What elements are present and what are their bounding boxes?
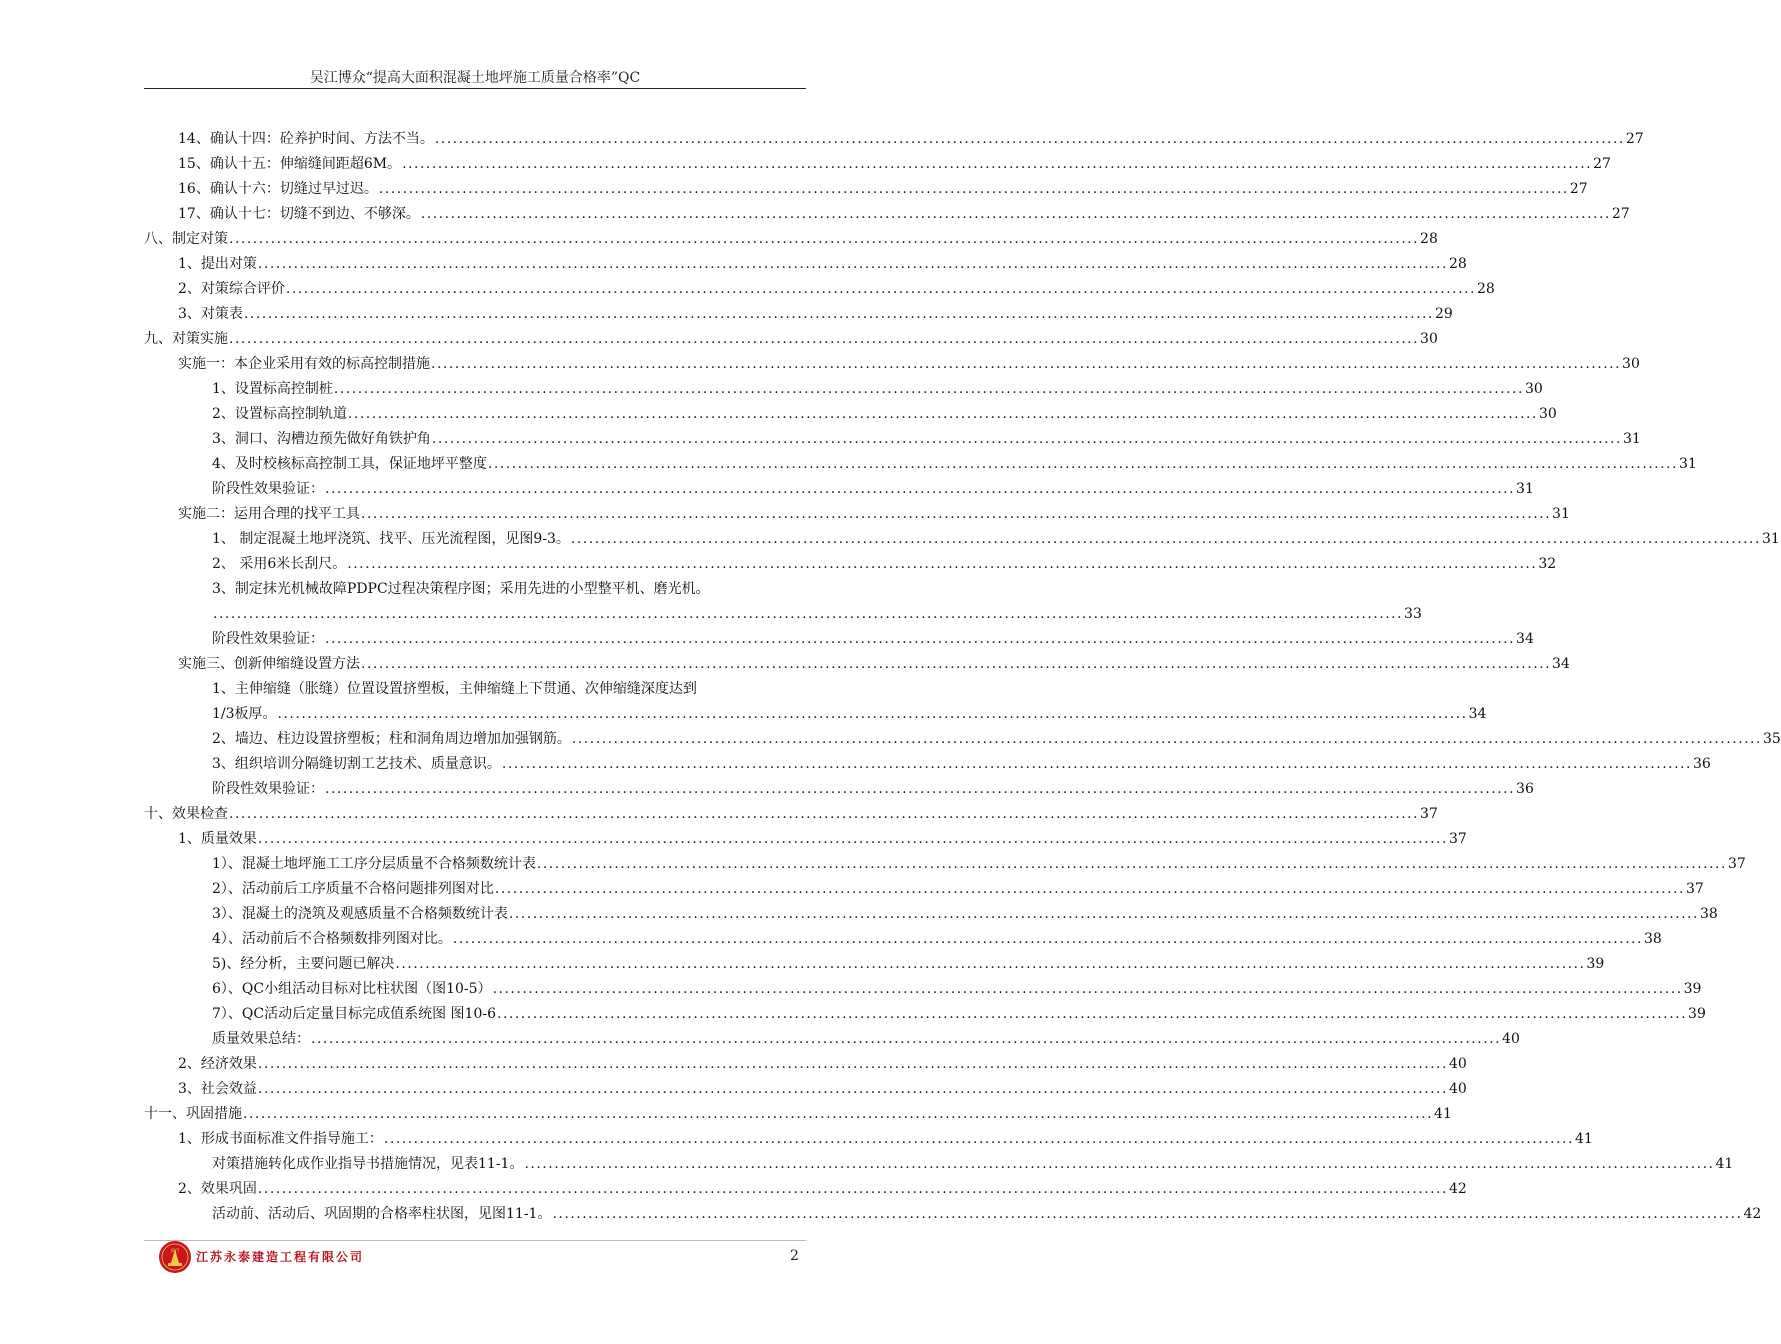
toc-leader-dots: ........................................................................................................................................................................................................ — [257, 831, 1448, 847]
toc-entry-page: 41 — [1434, 1106, 1452, 1122]
toc-entry-page: 32 — [1538, 556, 1557, 572]
toc-entry-page: 42 — [1743, 1206, 1762, 1222]
toc-entry[interactable] — [212, 627, 1534, 652]
toc-leader-dots: ........................................................................................................................................................................................................ — [325, 481, 1516, 497]
toc-entry[interactable] — [212, 902, 1718, 927]
toc-entry-page: 29 — [1434, 306, 1453, 322]
toc-entry-label: 质量效果总结： — [212, 1031, 310, 1047]
toc-entry-label: 3、对策表 — [178, 306, 243, 322]
toc-leader-dots: ........................................................................................................................................................................................................ — [311, 1031, 1502, 1047]
toc-entry-page: 30 — [1524, 381, 1543, 397]
toc-leader-dots: ........................................................................................................................................................................................................ — [492, 981, 1683, 997]
toc-entry-label: 4）、活动前后不合格频数排列图对比。 — [212, 931, 452, 947]
toc-entry[interactable] — [178, 1077, 1467, 1102]
toc-entry-label: 5)、经分析，主要问题已解决 — [212, 956, 395, 972]
toc-entry-page: 36 — [1516, 781, 1534, 797]
toc-entry-label: 14、确认十四：砼养护时间、方法不当。 — [178, 131, 434, 147]
toc-entry[interactable] — [178, 127, 1644, 152]
toc-leader-dots: ........................................................................................................................................................................................................ — [257, 1081, 1448, 1097]
toc-entry-label: 阶段性效果验证： — [212, 781, 324, 797]
toc-entry-page: 37 — [1685, 881, 1704, 897]
toc-entry-page: 37 — [1727, 856, 1746, 872]
toc-entry-label: 2、效果巩固 — [178, 1181, 257, 1197]
toc-entry[interactable] — [212, 727, 1781, 752]
toc-leader-dots: ........................................................................................................................................................................................................ — [257, 256, 1448, 272]
toc-entry-label: 2、对策综合评价 — [178, 281, 285, 297]
toc-entry[interactable] — [212, 452, 1697, 477]
toc-entry-label: 阶段性效果验证： — [212, 631, 324, 647]
toc-entry[interactable] — [212, 427, 1641, 452]
toc-entry[interactable] — [178, 277, 1495, 302]
toc-entry-label: 九、对策实施 — [144, 331, 228, 347]
toc-entry-page: 27 — [1569, 181, 1588, 197]
toc-leader-dots: ........................................................................................................................................................................................................ — [378, 181, 1569, 197]
toc-leader-dots: ........................................................................................................................................................................................................ — [487, 456, 1678, 472]
toc-entry[interactable] — [178, 827, 1467, 852]
toc-entry-page: 27 — [1593, 156, 1611, 172]
toc-entry-label: 实施二：运用合理的找平工具 — [178, 506, 360, 522]
toc-entry-label: 对策措施转化成作业指导书措施情况，见表11-1。 — [212, 1156, 524, 1172]
toc-entry-label: 6）、QC小组活动目标对比柱状图（图10-5） — [212, 981, 492, 997]
toc-leader-dots: ........................................................................................................................................................................................................ — [285, 281, 1476, 297]
toc-entry[interactable] — [178, 152, 1611, 177]
toc-entry-page: 38 — [1699, 906, 1718, 922]
toc-entry[interactable] — [212, 402, 1557, 427]
toc-entry[interactable] — [144, 327, 1438, 352]
toc-entry-label: 4、及时校核标高控制工具，保证地坪平整度 — [212, 456, 487, 472]
toc-entry-page: 30 — [1538, 406, 1557, 422]
toc-leader-dots: ........................................................................................................................................................................................................ — [552, 1206, 1743, 1222]
toc-entry-page: 36 — [1692, 756, 1711, 772]
toc-entry[interactable] — [212, 952, 1605, 977]
toc-entry[interactable] — [212, 552, 1557, 577]
toc-entry-label: 1、质量效果 — [178, 831, 257, 847]
toc-leader-dots: ........................................................................................................................................................................................................ — [347, 406, 1538, 422]
toc-entry[interactable] — [212, 602, 1422, 627]
toc-entry-page: 34 — [1552, 656, 1570, 672]
toc-entry[interactable] — [178, 1127, 1593, 1152]
toc-entry[interactable] — [178, 502, 1570, 527]
toc-entry-page: 40 — [1448, 1081, 1467, 1097]
toc-entry-page: 30 — [1622, 356, 1640, 372]
toc-entry-label: 16、确认十六：切缝过早过迟。 — [178, 181, 378, 197]
toc-entry-page: 31 — [1678, 456, 1697, 472]
toc-entry[interactable] — [178, 652, 1570, 677]
toc-leader-dots: ........................................................................................................................................................................................................ — [277, 706, 1468, 722]
toc-entry[interactable] — [212, 752, 1711, 777]
toc-entry-page: 40 — [1448, 1056, 1467, 1072]
toc-entry-label: 15、确认十五：伸缩缝间距超6M。 — [178, 156, 402, 172]
toc-leader-dots: ........................................................................................................................................................................................................ — [431, 356, 1622, 372]
toc-leader-dots: ........................................................................................................................................................................................................ — [243, 1106, 1434, 1122]
toc-entry-page: 40 — [1502, 1031, 1520, 1047]
toc-leader-dots: ........................................................................................................................................................................................................ — [229, 231, 1420, 247]
toc-entry-page: 42 — [1448, 1181, 1467, 1197]
toc-entry-page: 38 — [1643, 931, 1662, 947]
toc-entry[interactable] — [178, 1177, 1467, 1202]
toc-leader-dots: ........................................................................................................................................................................................................ — [257, 1056, 1448, 1072]
toc-leader-dots: ........................................................................................................................................................................................................ — [497, 1006, 1688, 1022]
toc-entry[interactable] — [178, 252, 1467, 277]
toc-leader-dots: ........................................................................................................................................................................................................ — [325, 781, 1516, 797]
toc-entry-label: 3、组织培训分隔缝切割工艺技术、质量意识。 — [212, 756, 501, 772]
toc-entry-label: 阶段性效果验证： — [212, 481, 324, 497]
toc-leader-dots: ........................................................................................................................................................................................................ — [361, 656, 1552, 672]
logo-text: JSYT — [170, 1248, 180, 1253]
toc-entry-label: 实施一：本企业采用有效的标高控制措施 — [178, 356, 430, 372]
toc-leader-dots: ........................................................................................................................................................................................................ — [431, 431, 1622, 447]
toc-entry[interactable] — [178, 302, 1453, 327]
toc-leader-dots: ........................................................................................................................................................................................................ — [257, 1181, 1448, 1197]
toc-entry-page: 41 — [1574, 1131, 1593, 1147]
toc-leader-dots: ........................................................................................................................................................................................................ — [434, 131, 1625, 147]
toc-entry[interactable] — [212, 977, 1702, 1002]
toc-leader-dots: ........................................................................................................................................................................................................ — [395, 956, 1586, 972]
toc-leader-dots: ........................................................................................................................................................................................................ — [347, 556, 1538, 572]
toc-leader-dots: ........................................................................................................................................................................................................ — [494, 881, 1685, 897]
toc-entry-label: 1、 制定混凝土地坪浇筑、找平、压光流程图，见图9-3。 — [212, 531, 570, 547]
toc-entry-page: 31 — [1622, 431, 1641, 447]
toc-entry-page: 39 — [1683, 981, 1702, 997]
toc-entry-label: 十、效果检查 — [144, 806, 228, 822]
toc-entry-label: 2）、活动前后工序质量不合格问题排列图对比 — [212, 881, 494, 897]
toc-leader-dots: ........................................................................................................................................................................................................ — [570, 531, 1761, 547]
toc-entry[interactable] — [178, 177, 1588, 202]
toc-leader-dots: ........................................................................................................................................................................................................ — [571, 731, 1762, 747]
toc-entry-label: 1、设置标高控制桩 — [212, 381, 333, 397]
toc-entry-label: 活动前、活动后、巩固期的合格率柱状图，见图11-1。 — [212, 1206, 552, 1222]
toc-entry-page: 34 — [1468, 706, 1487, 722]
toc-leader-dots: ........................................................................................................................................................................................................ — [536, 856, 1727, 872]
toc-entry-page: 39 — [1586, 956, 1605, 972]
toc-entry-label: 2、设置标高控制轨道 — [212, 406, 347, 422]
toc-leader-dots: ........................................................................................................................................................................................................ — [325, 631, 1516, 647]
toc-entry-page: 28 — [1448, 256, 1467, 272]
toc-entry-label: 7）、QC活动后定量目标完成值系统图 图10-6 — [212, 1006, 496, 1022]
company-name: 江苏永泰建造工程有限公司 — [196, 1250, 365, 1264]
toc-entry-label: 实施三、创新伸缩缝设置方法 — [178, 656, 360, 672]
toc-entry-page: 33 — [1404, 606, 1422, 622]
toc-entry[interactable] — [212, 777, 1534, 802]
toc-entry[interactable] — [212, 1002, 1706, 1027]
toc-entry-label: 2、经济效果 — [178, 1056, 257, 1072]
toc-entry-line1: 3、制定抹光机械故障PDPC过程决策程序图；采用先进的小型整平机、磨光机。 — [212, 581, 710, 597]
toc-entry[interactable] — [212, 702, 1487, 727]
toc-entry[interactable] — [212, 1027, 1520, 1052]
toc-entry[interactable] — [144, 227, 1438, 252]
toc-entry-page: 30 — [1420, 331, 1438, 347]
toc-entry-page: 31 — [1761, 531, 1780, 547]
toc-leader-dots: ........................................................................................................................................................................................................ — [229, 331, 1420, 347]
toc-entry[interactable] — [178, 1052, 1467, 1077]
toc-entry-page: 35 — [1762, 731, 1781, 747]
toc-entry[interactable] — [212, 927, 1662, 952]
toc-entry-page: 31 — [1552, 506, 1570, 522]
toc-entry[interactable] — [212, 477, 1534, 502]
toc-entry-page: 41 — [1715, 1156, 1734, 1172]
toc-entry-page: 34 — [1516, 631, 1534, 647]
toc-leader-dots: ........................................................................................................................................................................................................ — [508, 906, 1699, 922]
page-header-title: 吴江博众“提高大面积混凝土地坪施工质量合格率”QC — [309, 70, 641, 86]
toc-entry-page: 27 — [1625, 131, 1644, 147]
toc-entry-page: 28 — [1476, 281, 1495, 297]
toc-leader-dots: ........................................................................................................................................................................................................ — [383, 1131, 1574, 1147]
toc-entry[interactable] — [178, 352, 1640, 377]
toc-entry-label: 1/3板厚。 — [212, 706, 277, 722]
toc-leader-dots: ........................................................................................................................................................................................................ — [452, 931, 1643, 947]
toc-entry-label: 3）、混凝土的浇筑及观感质量不合格频数统计表 — [212, 906, 508, 922]
toc-entry-page: 39 — [1688, 1006, 1706, 1022]
toc-entry[interactable] — [178, 202, 1630, 227]
toc-entry-label: 八、制定对策 — [144, 231, 228, 247]
toc-entry-page: 37 — [1448, 831, 1467, 847]
toc-entry[interactable] — [144, 1102, 1452, 1127]
toc-entry-label: 3、社会效益 — [178, 1081, 257, 1097]
toc-entry-label: 1）、混凝土地坪施工工序分层质量不合格频数统计表 — [212, 856, 536, 872]
toc-entry-page: 31 — [1516, 481, 1534, 497]
toc-entry-line1: 1、主伸缩缝（胀缝）位置设置挤塑板，主伸缩缝上下贯通、次伸缩缝深度达到 — [212, 681, 697, 697]
footer-rule — [144, 1240, 806, 1241]
toc-entry[interactable] — [212, 377, 1543, 402]
toc-entry-label: 十一、巩固措施 — [144, 1106, 242, 1122]
toc-entry-label: 2、 采用6米长刮尺。 — [212, 556, 347, 572]
toc-entry-page: 27 — [1611, 206, 1630, 222]
toc-leader-dots: ........................................................................................................................................................................................................ — [524, 1156, 1715, 1172]
toc-entry-label: 3、洞口、沟槽边预先做好角铁护角 — [212, 431, 431, 447]
toc-entry[interactable] — [212, 1152, 1734, 1177]
toc-leader-dots: ........................................................................................................................................................................................................ — [333, 381, 1524, 397]
toc-entry-page: 28 — [1420, 231, 1438, 247]
toc-leader-dots: ........................................................................................................................................................................................................ — [229, 806, 1420, 822]
toc-leader-dots: ........................................................................................................................................................................................................ — [361, 506, 1552, 522]
toc-leader-dots: ........................................................................................................................................................................................................ — [402, 156, 1593, 172]
toc-entry[interactable] — [212, 1202, 1762, 1227]
toc-entry-label: 1、提出对策 — [178, 256, 257, 272]
page-number: 2 — [790, 1248, 799, 1264]
toc-entry[interactable] — [144, 802, 1438, 827]
toc-leader-dots: ........................................................................................................................................................................................................ — [243, 306, 1434, 322]
toc-entry-label: 2、墙边、柱边设置挤塑板；柱和洞角周边增加加强钢筋。 — [212, 731, 571, 747]
toc-entry[interactable] — [212, 527, 1780, 552]
header-rule — [144, 88, 806, 89]
toc-entry[interactable] — [212, 852, 1746, 877]
toc-entry-page: 37 — [1420, 806, 1438, 822]
toc-entry-label: 17、确认十七：切缝不到边、不够深。 — [178, 206, 420, 222]
toc-leader-dots: ........................................................................................................................................................................................................ — [501, 756, 1692, 772]
company-logo-icon — [158, 1240, 192, 1274]
toc-leader-dots: ........................................................................................................................................................................................................ — [420, 206, 1611, 222]
toc-entry-label: 1、形成书面标准文件指导施工： — [178, 1131, 383, 1147]
toc-entry[interactable] — [212, 877, 1704, 902]
toc-leader-dots: ........................................................................................................................................................................................................ — [213, 606, 1404, 622]
